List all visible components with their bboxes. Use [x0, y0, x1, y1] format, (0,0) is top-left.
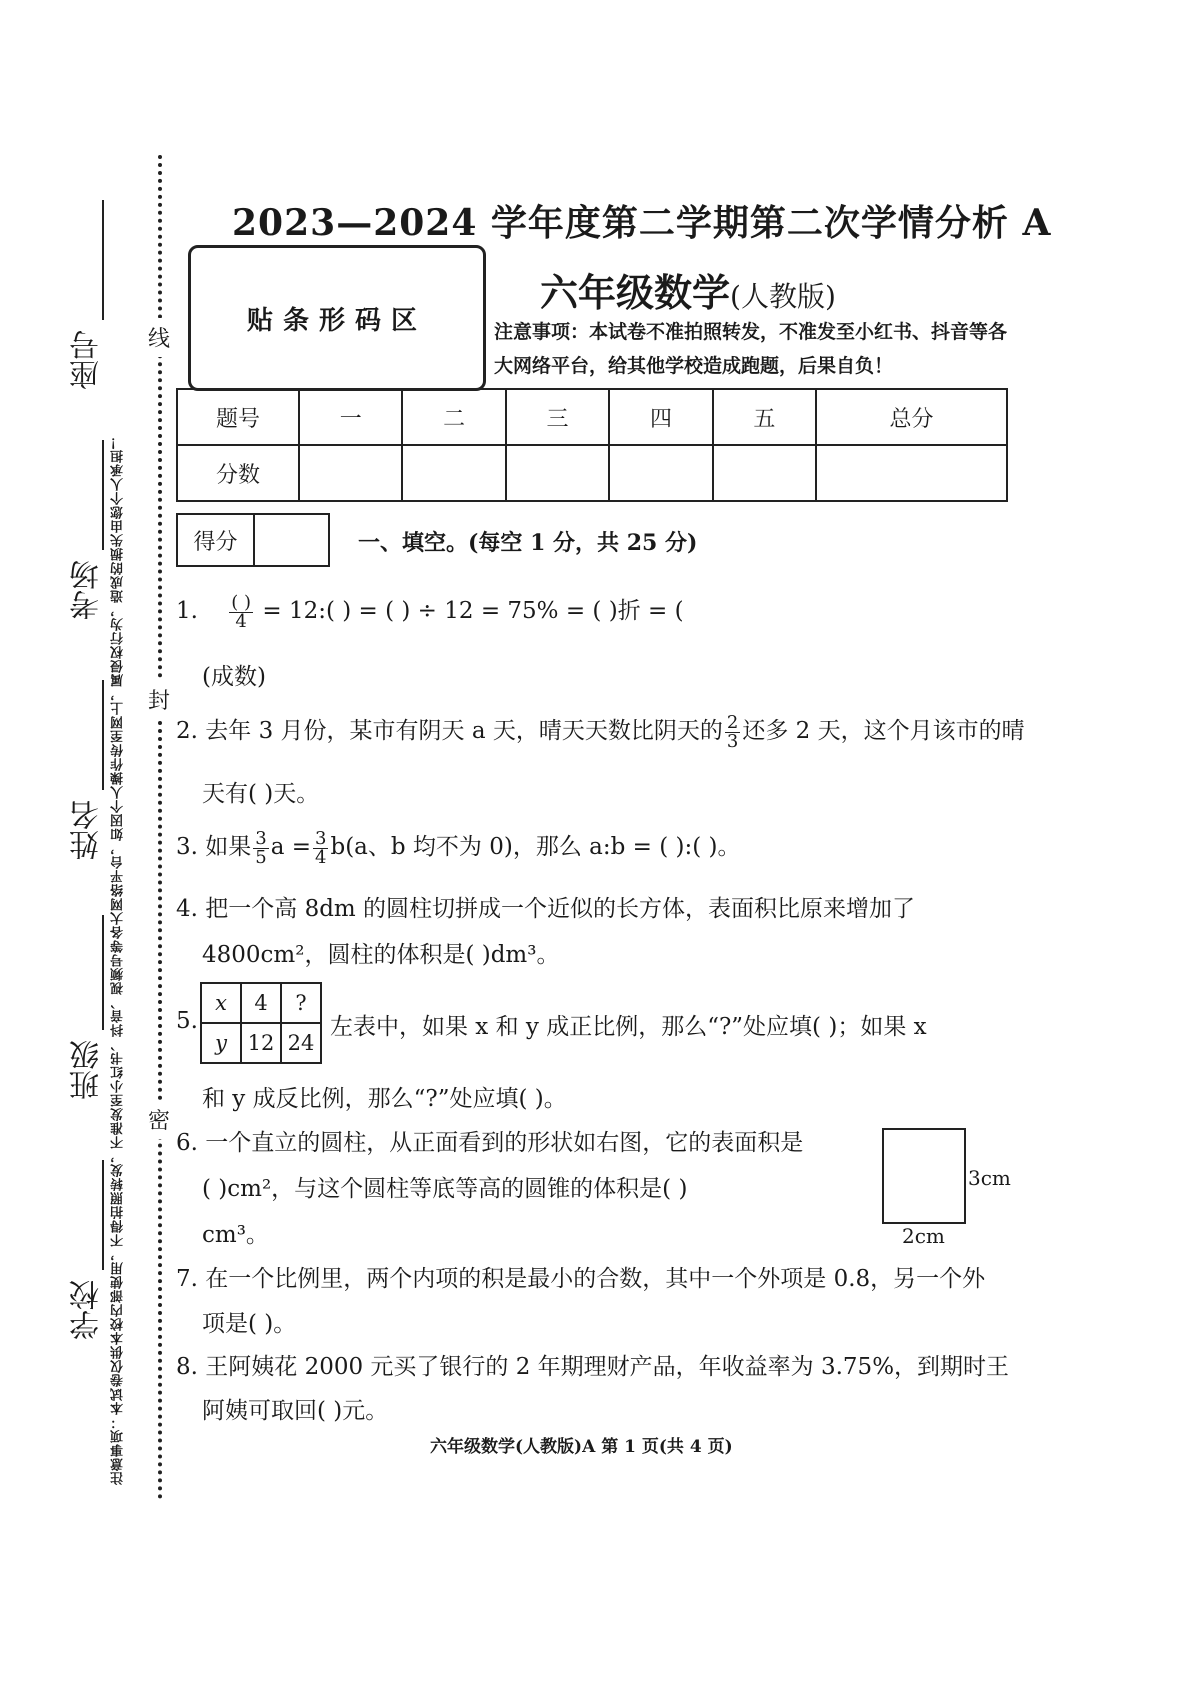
- xy-cell: 24: [281, 1023, 321, 1063]
- question-5-line2: 和 y 成反比例，那么“?”处应填( )。: [202, 1086, 567, 1112]
- edition-label: (人教版): [730, 280, 836, 313]
- room-blank: [102, 440, 104, 550]
- q1-fraction-denominator: 4: [235, 610, 247, 632]
- score-header-cell: 五: [713, 389, 816, 445]
- school-blank: [102, 1160, 104, 1270]
- question-5-number: 5.: [176, 1008, 198, 1034]
- q2-fraction-numerator: 2: [726, 711, 739, 733]
- section-score-label: 得分: [178, 515, 255, 565]
- q3-fraction-2-denominator: 4: [315, 846, 327, 868]
- score-cell[interactable]: [402, 445, 505, 501]
- score-row-label: 分数: [177, 445, 299, 501]
- score-cell[interactable]: [713, 445, 816, 501]
- seal-char-seal: 封: [148, 680, 170, 719]
- xy-cell: 4: [241, 983, 281, 1023]
- question-4: 4. 把一个高 8dm 的圆柱切拼成一个近似的长方体，表面积比原来增加了: [176, 896, 916, 922]
- score-header-cell: 二: [402, 389, 505, 445]
- score-table: [176, 388, 1008, 502]
- question-8: 8. 王阿姨花 2000 元买了银行的 2 年期理财产品，年收益率为 3.75%，到期时王: [176, 1354, 1010, 1380]
- q3-text-a: 3. 如果: [176, 834, 252, 860]
- q3-fraction-1-numerator: 3: [255, 827, 267, 849]
- score-cell[interactable]: [299, 445, 402, 501]
- name-blank: [102, 680, 104, 790]
- exam-notice: 注意事项：本试卷不准拍照转发，不准发至小红书、抖音等各大网络平台，给其他学校造成跑题，后果自负！: [494, 321, 1008, 377]
- barcode-area: [188, 245, 486, 391]
- q3-fraction-1-denominator: 5: [255, 846, 267, 868]
- subject-title: [540, 262, 836, 317]
- question-5: 左表中，如果 x 和 y 成正比例，那么“?”处应填( )；如果 x: [330, 1014, 927, 1040]
- name-label: 姓名: [70, 800, 105, 860]
- class-blank: [102, 915, 104, 1030]
- question-3: [176, 828, 740, 867]
- seal-char-secret: 密: [148, 1100, 170, 1139]
- xy-table-row: [201, 1023, 321, 1063]
- score-cell[interactable]: [506, 445, 609, 501]
- xy-table: [200, 982, 322, 1064]
- rect-height-label: 3cm: [968, 1166, 1011, 1190]
- class-label: 班级: [70, 1040, 105, 1100]
- question-6-line3: cm³。: [202, 1222, 269, 1248]
- q1-fraction: [229, 591, 253, 632]
- question-2: [176, 712, 1025, 751]
- q1-fraction-numerator: ( ): [231, 591, 252, 613]
- score-header-cell: 题号: [177, 389, 299, 445]
- binding-notice: 注意事项：本试卷仅供本校内部使用，不得拍照转发，不准发至小红书、抖音、视频号等各大网络平台，如因个人操作传至网上，属侵权行为，造成的损失由您个人承担！: [111, 435, 126, 1485]
- seat-blank: [102, 200, 104, 320]
- xy-cell: x: [201, 983, 241, 1023]
- score-header-cell: 三: [506, 389, 609, 445]
- q3-text-c: b(a、b 均不为 0)，那么 a:b = ( ):( )。: [330, 834, 741, 860]
- q3-text-b: a =: [270, 834, 312, 860]
- subject-name: 六年级数学: [540, 270, 731, 315]
- q3-fraction-2-numerator: 3: [315, 827, 327, 849]
- q2-text-b: 还多 2 天，这个月该市的晴: [742, 718, 1025, 744]
- question-4-line2: 4800cm²，圆柱的体积是( )dm³。: [202, 942, 560, 968]
- q1-number: 1.: [176, 598, 198, 624]
- score-cell[interactable]: [816, 445, 1007, 501]
- question-7-line2: 项是( )。: [202, 1311, 297, 1337]
- question-1-line2: (成数): [202, 664, 266, 690]
- q2-fraction-denominator: 3: [726, 730, 739, 752]
- q2-text-a: 2. 去年 3 月份，某市有阴天 a 天，晴天天数比阴天的: [176, 718, 723, 744]
- exam-title: 2023—2024 学年度第二学期第二次学情分析 A: [232, 202, 1052, 244]
- seat-label: 座号: [70, 330, 105, 390]
- question-6-line2: ( )cm²，与这个圆柱等底等高的圆锥的体积是( ): [202, 1176, 688, 1202]
- score-header-cell: 总分: [816, 389, 1007, 445]
- score-table-header-row: [177, 389, 1007, 445]
- section-score-blank[interactable]: [255, 515, 328, 565]
- q3-fraction-1: [253, 827, 268, 868]
- q3-fraction-2: [313, 827, 328, 868]
- section-score-box: [176, 513, 330, 567]
- page-footer: 六年级数学(人教版)A 第 1 页(共 4 页): [430, 1437, 733, 1457]
- barcode-label: 贴条形码区: [246, 306, 427, 336]
- question-7: 7. 在一个比例里，两个内项的积是最小的合数，其中一个外项是 0.8，另一个外: [176, 1266, 986, 1292]
- question-1: [176, 592, 684, 631]
- score-cell[interactable]: [609, 445, 712, 501]
- q2-fraction: [725, 711, 740, 752]
- score-header-cell: 一: [299, 389, 402, 445]
- seal-char-line: 线: [148, 318, 170, 357]
- room-label: 考场: [70, 560, 105, 620]
- xy-table-row: [201, 983, 321, 1023]
- question-6: 6. 一个直立的圆柱，从正面看到的形状如右图，它的表面积是: [176, 1130, 804, 1156]
- score-header-cell: 四: [609, 389, 712, 445]
- xy-cell: 12: [241, 1023, 281, 1063]
- cylinder-front-view: [882, 1128, 966, 1224]
- section-title: 一、填空。(每空 1 分，共 25 分): [358, 530, 698, 556]
- question-8-line2: 阿姨可取回( )元。: [202, 1398, 389, 1424]
- score-table-score-row: [177, 445, 1007, 501]
- xy-cell: ?: [281, 983, 321, 1023]
- question-2-line2: 天有( )天。: [202, 781, 320, 807]
- school-label: 学校: [70, 1280, 105, 1340]
- rect-width-label: 2cm: [902, 1224, 945, 1248]
- xy-cell: y: [201, 1023, 241, 1063]
- q1-text: = 12:( ) = ( ) ÷ 12 = 75% = ( )折 = (: [262, 598, 684, 624]
